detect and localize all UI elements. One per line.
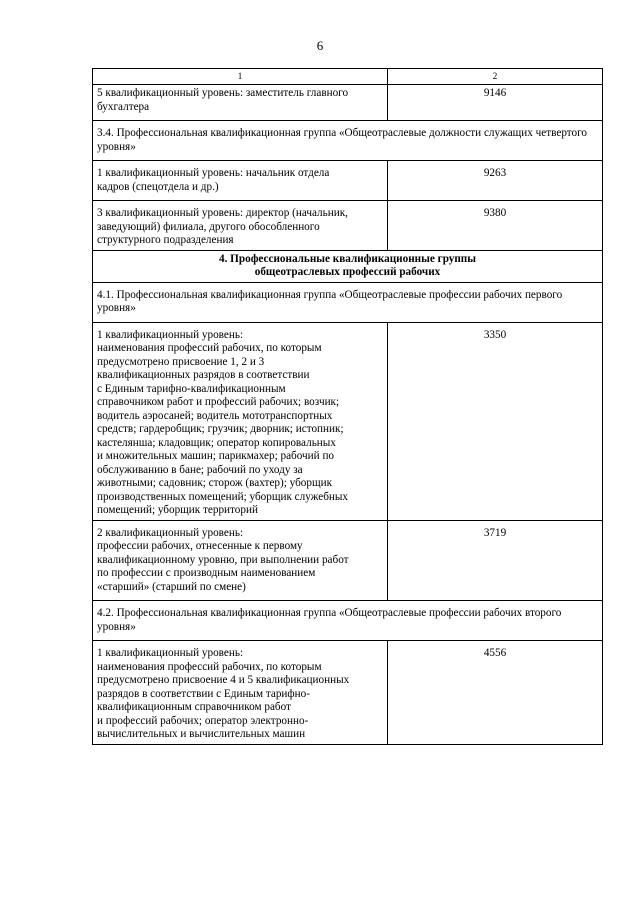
group-row [93, 282, 603, 322]
group-title: 3.4. Профессиональная квалификационная группа «Общеотраслевые должности служащих четвертого уровня» [93, 121, 603, 161]
table-row [93, 85, 603, 121]
salary-table [92, 68, 603, 745]
level-description: 1 квалификационный уровень: наименования профессий рабочих, по которым предусмотрено присвоение 4 и 5 квалификационных разрядов в соответствии с Единым тарифно- квалификационным справочником работ и профессий рабочих; оператор электронно- вычислительных и вычислительных машин [93, 641, 388, 745]
level-description: 2 квалификационный уровень: профессии рабочих, отнесенные к первому квалификационному уровню, при выполнении работ по профессии с производным наименованием «старший» (старший по смене) [93, 520, 388, 601]
page-number: 6 [316, 38, 324, 53]
table-row [93, 641, 603, 745]
table-row [93, 520, 603, 601]
salary-value: 4556 [388, 641, 603, 745]
section-row [93, 250, 603, 282]
level-description: 1 квалификационный уровень: начальник отдела кадров (спецотдела и др.) [93, 161, 388, 201]
header-col-2: 2 [388, 69, 603, 85]
group-row [93, 601, 603, 641]
table-row [93, 161, 603, 201]
table-header-row [93, 69, 603, 85]
group-title: 4.2. Профессиональная квалификационная группа «Общеотраслевые профессии рабочих второго уровня» [93, 601, 603, 641]
salary-value: 3350 [388, 322, 603, 520]
salary-value: 3719 [388, 520, 603, 601]
level-description: 1 квалификационный уровень: наименования профессий рабочих, по которым предусмотрено присвоение 1, 2 и 3 квалификационных разрядов в соответствии с Единым тарифно-квалификационным справочником работ и профессий рабочих; возчик; водитель аэросаней; водитель мототранспортных средств; гардеробщик; грузчик; дворник; истопник; кастелянша; кладовщик; оператор копировальных и множительных машин; парикмахер; рабочий по обслуживанию в бане; рабочий по уходу за животными; садовник; сторож (вахтер); уборщик производственных помещений; уборщик служебных помещений; уборщик территорий [93, 322, 388, 520]
group-row [93, 121, 603, 161]
table-row [93, 322, 603, 520]
salary-value: 9146 [388, 85, 603, 121]
section-title: 4. Профессиональные квалификационные группы общеотраслевых профессий рабочих [93, 250, 603, 282]
salary-value: 9263 [388, 161, 603, 201]
level-description: 3 квалификационный уровень: директор (начальник, заведующий) филиала, другого обособленного структурного подразделения [93, 201, 388, 251]
header-col-1: 1 [93, 69, 388, 85]
group-title: 4.1. Профессиональная квалификационная группа «Общеотраслевые профессии рабочих первого уровня» [93, 282, 603, 322]
salary-value: 9380 [388, 201, 603, 251]
table-row [93, 201, 603, 251]
level-description: 5 квалификационный уровень: заместитель главного бухгалтера [93, 85, 388, 121]
